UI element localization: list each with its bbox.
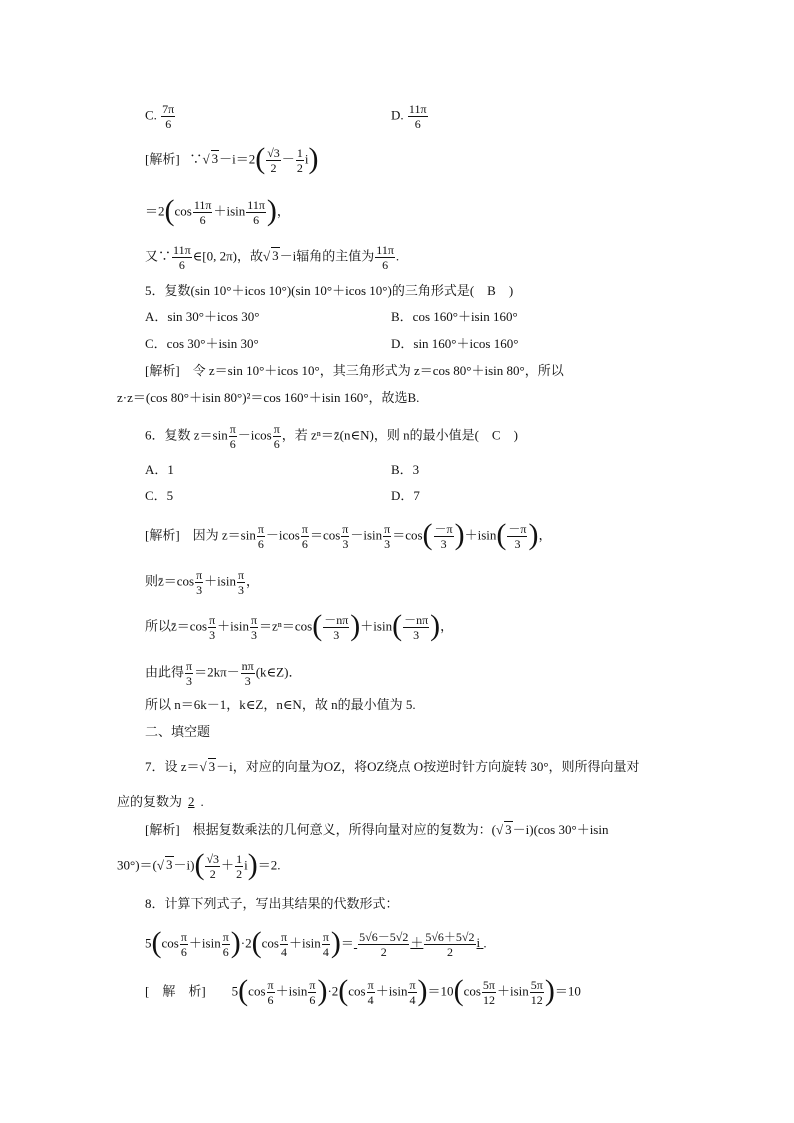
q5-option-c: C．cos 30°＋isin 30° — [145, 336, 259, 351]
q8-expression: 5(cos $\frac{\pi}{6}$ ＋isin $\frac{\pi}{6}$ )·2(cos $\frac{\pi}{4}$ ＋isin $\frac{\pi}{4}$ )＝ $\frac{5√6-5√2}{2}$ ＋ $\frac{5√6+5√2}{2}$ i . — [145, 925, 487, 959]
q7-stem-line2: 应的复数为 2 . — [117, 792, 204, 812]
q6-analysis-line1: [解析] 因为 z＝sin $\frac{\pi}{6}$ －icos $\frac{\pi}{6}$ ＝cos $\frac{\pi}{3}$ －isin $\frac{\pi}{3}$ ＝cos( $\frac{-\pi}{3}$ )＋isin( $\frac{-\pi}{3}$ )， — [145, 517, 552, 551]
q7-stem-line1: 7．设 z＝√ 3－i，对应的向量为OZ，将OZ绕点 O按逆时针方向旋转 30°，则所得向量对 — [145, 759, 640, 774]
q6-analysis-line4: 由此得 $\frac{\pi}{3}$ ＝2kπ－ $\frac{n\pi}{3}$ (k∈Z)． — [145, 659, 302, 688]
q6-analysis-line5: 所以 n＝6k－1，k∈Z，n∈N，故 n的最小值为 5. — [145, 697, 416, 712]
section-fill-in-title: 二、填空题 — [145, 724, 211, 739]
q5-option-a: A．sin 30°＋icos 30° — [145, 309, 260, 324]
q6-option-d: D．7 — [391, 488, 420, 503]
q7-analysis-line1: [解析] 根据复数乘法的几何意义，所得向量对应的复数为：(√ 3－i)(cos 30°＋isin — [145, 822, 609, 837]
q4-option-c: C. $\frac{7\pi}{6}$ — [145, 102, 175, 131]
q6-option-a: A．1 — [145, 462, 174, 477]
q7-answer: 2 — [188, 794, 195, 809]
q6-option-c: C．5 — [145, 488, 174, 503]
q6-stem: 6．复数 z＝sin $\frac{\pi}{6}$ －icos $\frac{\pi}{6}$ ，若 zⁿ＝z̄(n∈N)，则 n的最小值是( C ) — [145, 422, 518, 451]
q5-option-d: D．sin 160°＋icos 160° — [391, 336, 519, 351]
q6-analysis-line2: 则z̄＝cos $\frac{\pi}{3}$ ＋isin $\frac{\pi}{3}$ ， — [145, 568, 260, 597]
q6-analysis-line3: 所以z̄＝cos $\frac{\pi}{3}$ ＋isin $\frac{\pi}{3}$ ＝zⁿ＝cos( $\frac{-n\pi}{3}$ )＋isin( $\frac{-n\pi}{3}$ )， — [145, 608, 454, 642]
q8-analysis: [ 解 析] 5(cos $\frac{\pi}{6}$ ＋isin $\frac{\pi}{6}$ )·2(cos $\frac{\pi}{4}$ ＋isin $\frac{\pi}{4}$ )＝10(cos $\frac{5\pi}{12}$ ＋isin $\frac{5\pi}{12}$ )＝10 — [145, 973, 581, 1007]
q4-analysis-line1: [解析] ∵√ 3－i＝2( $\frac{√3}{2}$ － $\frac{1}{2}$ i) — [145, 141, 319, 175]
q4-analysis-line2: ＝2(cos $\frac{11\pi}{6}$ ＋isin $\frac{11\pi}{6}$ )， — [145, 193, 290, 227]
q4-option-d: D. $\frac{11\pi}{6}$ — [391, 102, 427, 131]
q5-analysis-line2: z·z＝(cos 80°＋isin 80°)²＝cos 160°＋isin 160°，故选B. — [117, 390, 420, 405]
q7-analysis-line2: 30°)＝(√ 3－i)( $\frac{√3}{2}$ ＋ $\frac{1}{2}$ i)＝2. — [117, 847, 281, 881]
q8-answer: $\frac{5√6-5√2}{2}$ ＋ $\frac{5√6+5√2}{2}$ i — [359, 930, 481, 959]
q5-analysis-line1: [解析] 令 z＝sin 10°＋icos 10°，其三角形式为 z＝cos 80°＋isin 80°，所以 — [145, 363, 564, 378]
q5-stem: 5．复数(sin 10°＋icos 10°)(sin 10°＋icos 10°)的三角形式是( B ) — [145, 283, 514, 298]
q8-stem: 8．计算下列式子，写出其结果的代数形式： — [145, 896, 399, 911]
q5-option-b: B．cos 160°＋isin 160° — [391, 309, 518, 324]
q6-option-b: B．3 — [391, 462, 420, 477]
q4-analysis-line3: 又∵ $\frac{11\pi}{6}$ ∈[0, 2π)，故√ 3－i辐角的主值为 $\frac{11\pi}{6}$ . — [145, 243, 400, 272]
